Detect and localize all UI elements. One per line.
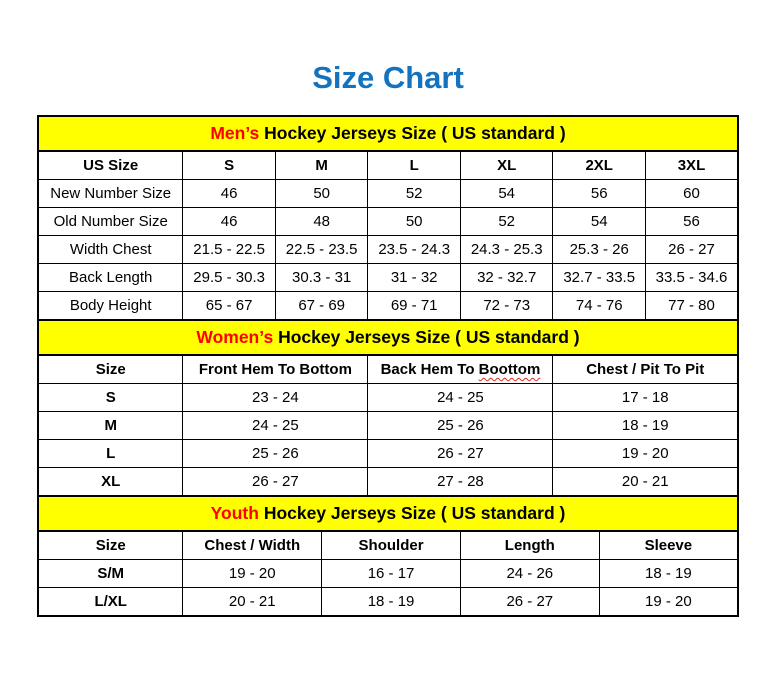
value-cell: 24.3 - 25.3 [460,236,553,264]
value-cell: 23.5 - 24.3 [368,236,461,264]
section-title-womens [38,320,738,355]
size-table-youth [37,495,739,617]
table-row [38,180,738,208]
column-header: M [275,151,368,180]
table-row [38,208,738,236]
value-cell: 65 - 67 [183,292,276,321]
value-cell: 24 - 25 [183,412,368,440]
column-header: 3XL [645,151,738,180]
value-cell: 17 - 18 [553,384,738,412]
table-row [38,412,738,440]
column-header: Shoulder [322,531,461,560]
column-header-text: Back Hem To [380,361,479,378]
value-cell: 18 - 19 [553,412,738,440]
value-cell: 26 - 27 [368,440,553,468]
section-title-accent: Women’s [196,327,274,347]
column-header: L [368,151,461,180]
size-table-mens [37,115,739,321]
section-title-mens [38,116,738,151]
column-header [368,355,553,384]
value-cell: 54 [553,208,646,236]
table-row [38,384,738,412]
table-row [38,468,738,497]
value-cell: 25 - 26 [368,412,553,440]
table-row [38,560,738,588]
column-header: Length [460,531,599,560]
value-cell: 31 - 32 [368,264,461,292]
value-cell: 25 - 26 [183,440,368,468]
row-label: Width Chest [38,236,183,264]
row-label: New Number Size [38,180,183,208]
section-title-text: Hockey Jerseys Size ( US standard ) [264,123,566,143]
row-label: Old Number Size [38,208,183,236]
column-header: Size [38,531,183,560]
page-title: Size Chart [312,60,464,95]
column-header: Chest / Width [183,531,322,560]
value-cell: 25.3 - 26 [553,236,646,264]
section-band-row [38,496,738,531]
value-cell: 56 [553,180,646,208]
value-cell: 74 - 76 [553,292,646,321]
value-cell: 22.5 - 23.5 [275,236,368,264]
column-header: 2XL [553,151,646,180]
column-header: US Size [38,151,183,180]
column-header: Front Hem To Bottom [183,355,368,384]
value-cell: 18 - 19 [322,588,461,617]
value-cell: 29.5 - 30.3 [183,264,276,292]
row-label: XL [38,468,183,497]
row-label: S/M [38,560,183,588]
value-cell: 23 - 24 [183,384,368,412]
section-band-row [38,116,738,151]
row-label: S [38,384,183,412]
value-cell: 19 - 20 [599,588,738,617]
value-cell: 27 - 28 [368,468,553,497]
row-label: L/XL [38,588,183,617]
value-cell: 52 [460,208,553,236]
row-label: Body Height [38,292,183,321]
value-cell: 19 - 20 [553,440,738,468]
value-cell: 52 [368,180,461,208]
section-title-text: Hockey Jerseys Size ( US standard ) [263,503,566,523]
value-cell: 26 - 27 [645,236,738,264]
header-row [38,151,738,180]
column-header: XL [460,151,553,180]
value-cell: 16 - 17 [322,560,461,588]
column-header: Chest / Pit To Pit [553,355,738,384]
value-cell: 67 - 69 [275,292,368,321]
size-tables [37,115,739,617]
misspelled-word: Boottom [478,361,541,378]
table-row [38,440,738,468]
value-cell: 72 - 73 [460,292,553,321]
value-cell: 24 - 26 [460,560,599,588]
value-cell: 32 - 32.7 [460,264,553,292]
table-row [38,236,738,264]
value-cell: 21.5 - 22.5 [183,236,276,264]
value-cell: 77 - 80 [645,292,738,321]
table-row [38,292,738,321]
value-cell: 30.3 - 31 [275,264,368,292]
value-cell: 50 [275,180,368,208]
row-label: L [38,440,183,468]
table-row [38,588,738,617]
value-cell: 48 [275,208,368,236]
value-cell: 46 [183,180,276,208]
value-cell: 20 - 21 [183,588,322,617]
section-band-row [38,320,738,355]
value-cell: 26 - 27 [460,588,599,617]
value-cell: 50 [368,208,461,236]
header-row [38,531,738,560]
value-cell: 54 [460,180,553,208]
value-cell: 24 - 25 [368,384,553,412]
value-cell: 18 - 19 [599,560,738,588]
header-row [38,355,738,384]
table-row [38,264,738,292]
section-title-text: Hockey Jerseys Size ( US standard ) [278,327,580,347]
section-title-accent: Youth [210,503,259,523]
value-cell: 56 [645,208,738,236]
column-header: Sleeve [599,531,738,560]
value-cell: 19 - 20 [183,560,322,588]
row-label: M [38,412,183,440]
value-cell: 20 - 21 [553,468,738,497]
section-title-accent: Men’s [210,123,260,143]
section-title-youth [38,496,738,531]
column-header: S [183,151,276,180]
value-cell: 69 - 71 [368,292,461,321]
size-table-womens [37,319,739,497]
value-cell: 26 - 27 [183,468,368,497]
value-cell: 33.5 - 34.6 [645,264,738,292]
value-cell: 46 [183,208,276,236]
value-cell: 60 [645,180,738,208]
column-header: Size [38,355,183,384]
row-label: Back Length [38,264,183,292]
value-cell: 32.7 - 33.5 [553,264,646,292]
